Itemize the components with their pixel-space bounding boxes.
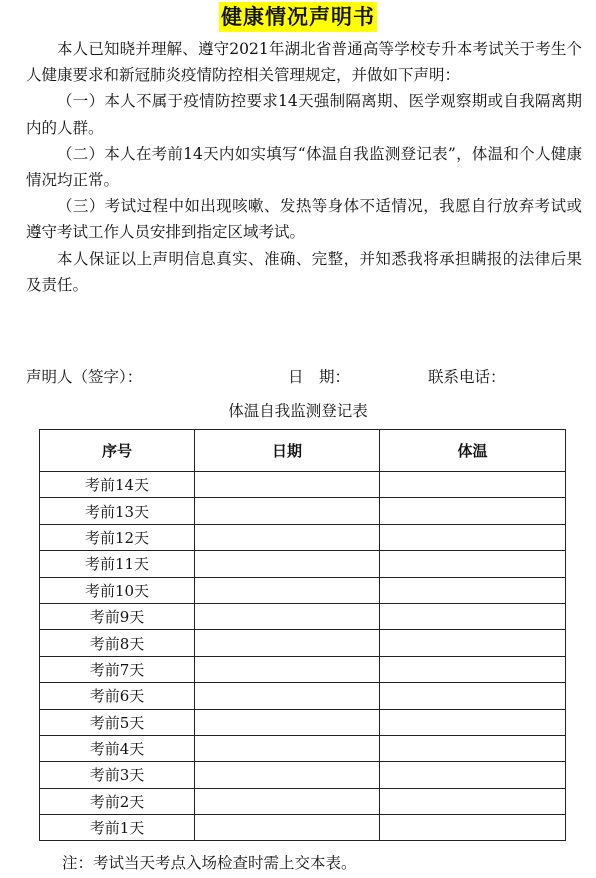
row-day-label: 考前7天: [40, 656, 195, 682]
date-cell[interactable]: [195, 603, 380, 629]
table-row: [40, 709, 566, 735]
row-day-label: 考前3天: [40, 762, 195, 788]
row-day-label: 考前13天: [40, 498, 195, 524]
temperature-cell[interactable]: [380, 788, 566, 814]
row-day-label: 考前5天: [40, 709, 195, 735]
title-wrap: [0, 2, 596, 32]
date-cell[interactable]: [195, 683, 380, 709]
row-day-label: 考前11天: [40, 551, 195, 577]
table-row: [40, 498, 566, 524]
row-day-label: 考前9天: [40, 603, 195, 629]
table-row: [40, 603, 566, 629]
row-day-label: 考前4天: [40, 735, 195, 761]
table-row: [40, 656, 566, 682]
temperature-cell[interactable]: [380, 656, 566, 682]
row-day-label: 考前12天: [40, 524, 195, 550]
table-row: [40, 788, 566, 814]
temperature-cell[interactable]: [380, 472, 566, 498]
table-row: [40, 683, 566, 709]
temperature-cell[interactable]: [380, 762, 566, 788]
temperature-cell[interactable]: [380, 551, 566, 577]
table-row: [40, 815, 566, 841]
declaration-body: [26, 36, 582, 298]
date-cell[interactable]: [195, 735, 380, 761]
temperature-log-table: [39, 429, 566, 841]
temperature-cell[interactable]: [380, 603, 566, 629]
row-day-label: 考前2天: [40, 788, 195, 814]
document-title: 健康情况声明书: [219, 2, 377, 32]
paragraph-item-1: （一）本人不属于疫情防控要求14天强制隔离期、医学观察期或自我隔离期内的人群。: [26, 92, 582, 137]
paragraph-item-3: （三）考试过程中如出现咳嗽、发热等身体不适情况，我愿自行放弃考试或遵守考试工作人员安排到指定区域考试。: [26, 197, 582, 242]
temperature-cell[interactable]: [380, 735, 566, 761]
date-cell[interactable]: [195, 762, 380, 788]
row-day-label: 考前10天: [40, 577, 195, 603]
table-row: [40, 762, 566, 788]
date-cell[interactable]: [195, 472, 380, 498]
table-body: [40, 472, 566, 841]
temperature-cell[interactable]: [380, 709, 566, 735]
temperature-cell[interactable]: [380, 815, 566, 841]
date-label: 日 期：: [288, 368, 351, 386]
log-table-title: 体温自我监测登记表: [228, 402, 368, 420]
table-row: [40, 551, 566, 577]
header-temperature: 体温: [380, 430, 566, 472]
paragraph-intro: 本人已知晓并理解、遵守2021年湖北省普通高等学校专升本考试关于考生个人健康要求和新冠肺炎疫情防控相关管理规定，并做如下声明：: [26, 40, 582, 85]
table-row: [40, 524, 566, 550]
row-day-label: 考前14天: [40, 472, 195, 498]
table-row: [40, 735, 566, 761]
date-cell[interactable]: [195, 815, 380, 841]
row-day-label: 考前1天: [40, 815, 195, 841]
date-cell[interactable]: [195, 551, 380, 577]
paragraph-guarantee: 本人保证以上声明信息真实、准确、完整，并知悉我将承担瞒报的法律后果及责任。: [26, 249, 582, 294]
signature-line: [26, 364, 582, 390]
temperature-cell[interactable]: [380, 524, 566, 550]
footnote: 注：考试当天考点入场检查时需上交本表。: [62, 854, 357, 872]
date-cell[interactable]: [195, 524, 380, 550]
header-date: 日期: [195, 430, 380, 472]
date-cell[interactable]: [195, 630, 380, 656]
header-index: 序号: [40, 430, 195, 472]
date-cell[interactable]: [195, 788, 380, 814]
paragraph-item-2: （二）本人在考前14天内如实填写“体温自我监测登记表”，体温和个人健康情况均正常。: [26, 144, 582, 190]
declarant-signature-label: 声明人（签字）：: [26, 368, 143, 386]
date-cell[interactable]: [195, 577, 380, 603]
temperature-cell[interactable]: [380, 630, 566, 656]
date-cell[interactable]: [195, 656, 380, 682]
date-cell[interactable]: [195, 709, 380, 735]
table-header-row: [40, 430, 566, 472]
table-row: [40, 577, 566, 603]
temperature-cell[interactable]: [380, 577, 566, 603]
temperature-cell[interactable]: [380, 683, 566, 709]
table-row: [40, 472, 566, 498]
row-day-label: 考前8天: [40, 630, 195, 656]
row-day-label: 考前6天: [40, 683, 195, 709]
date-cell[interactable]: [195, 498, 380, 524]
table-row: [40, 630, 566, 656]
phone-label: 联系电话：: [428, 368, 506, 386]
temperature-cell[interactable]: [380, 498, 566, 524]
